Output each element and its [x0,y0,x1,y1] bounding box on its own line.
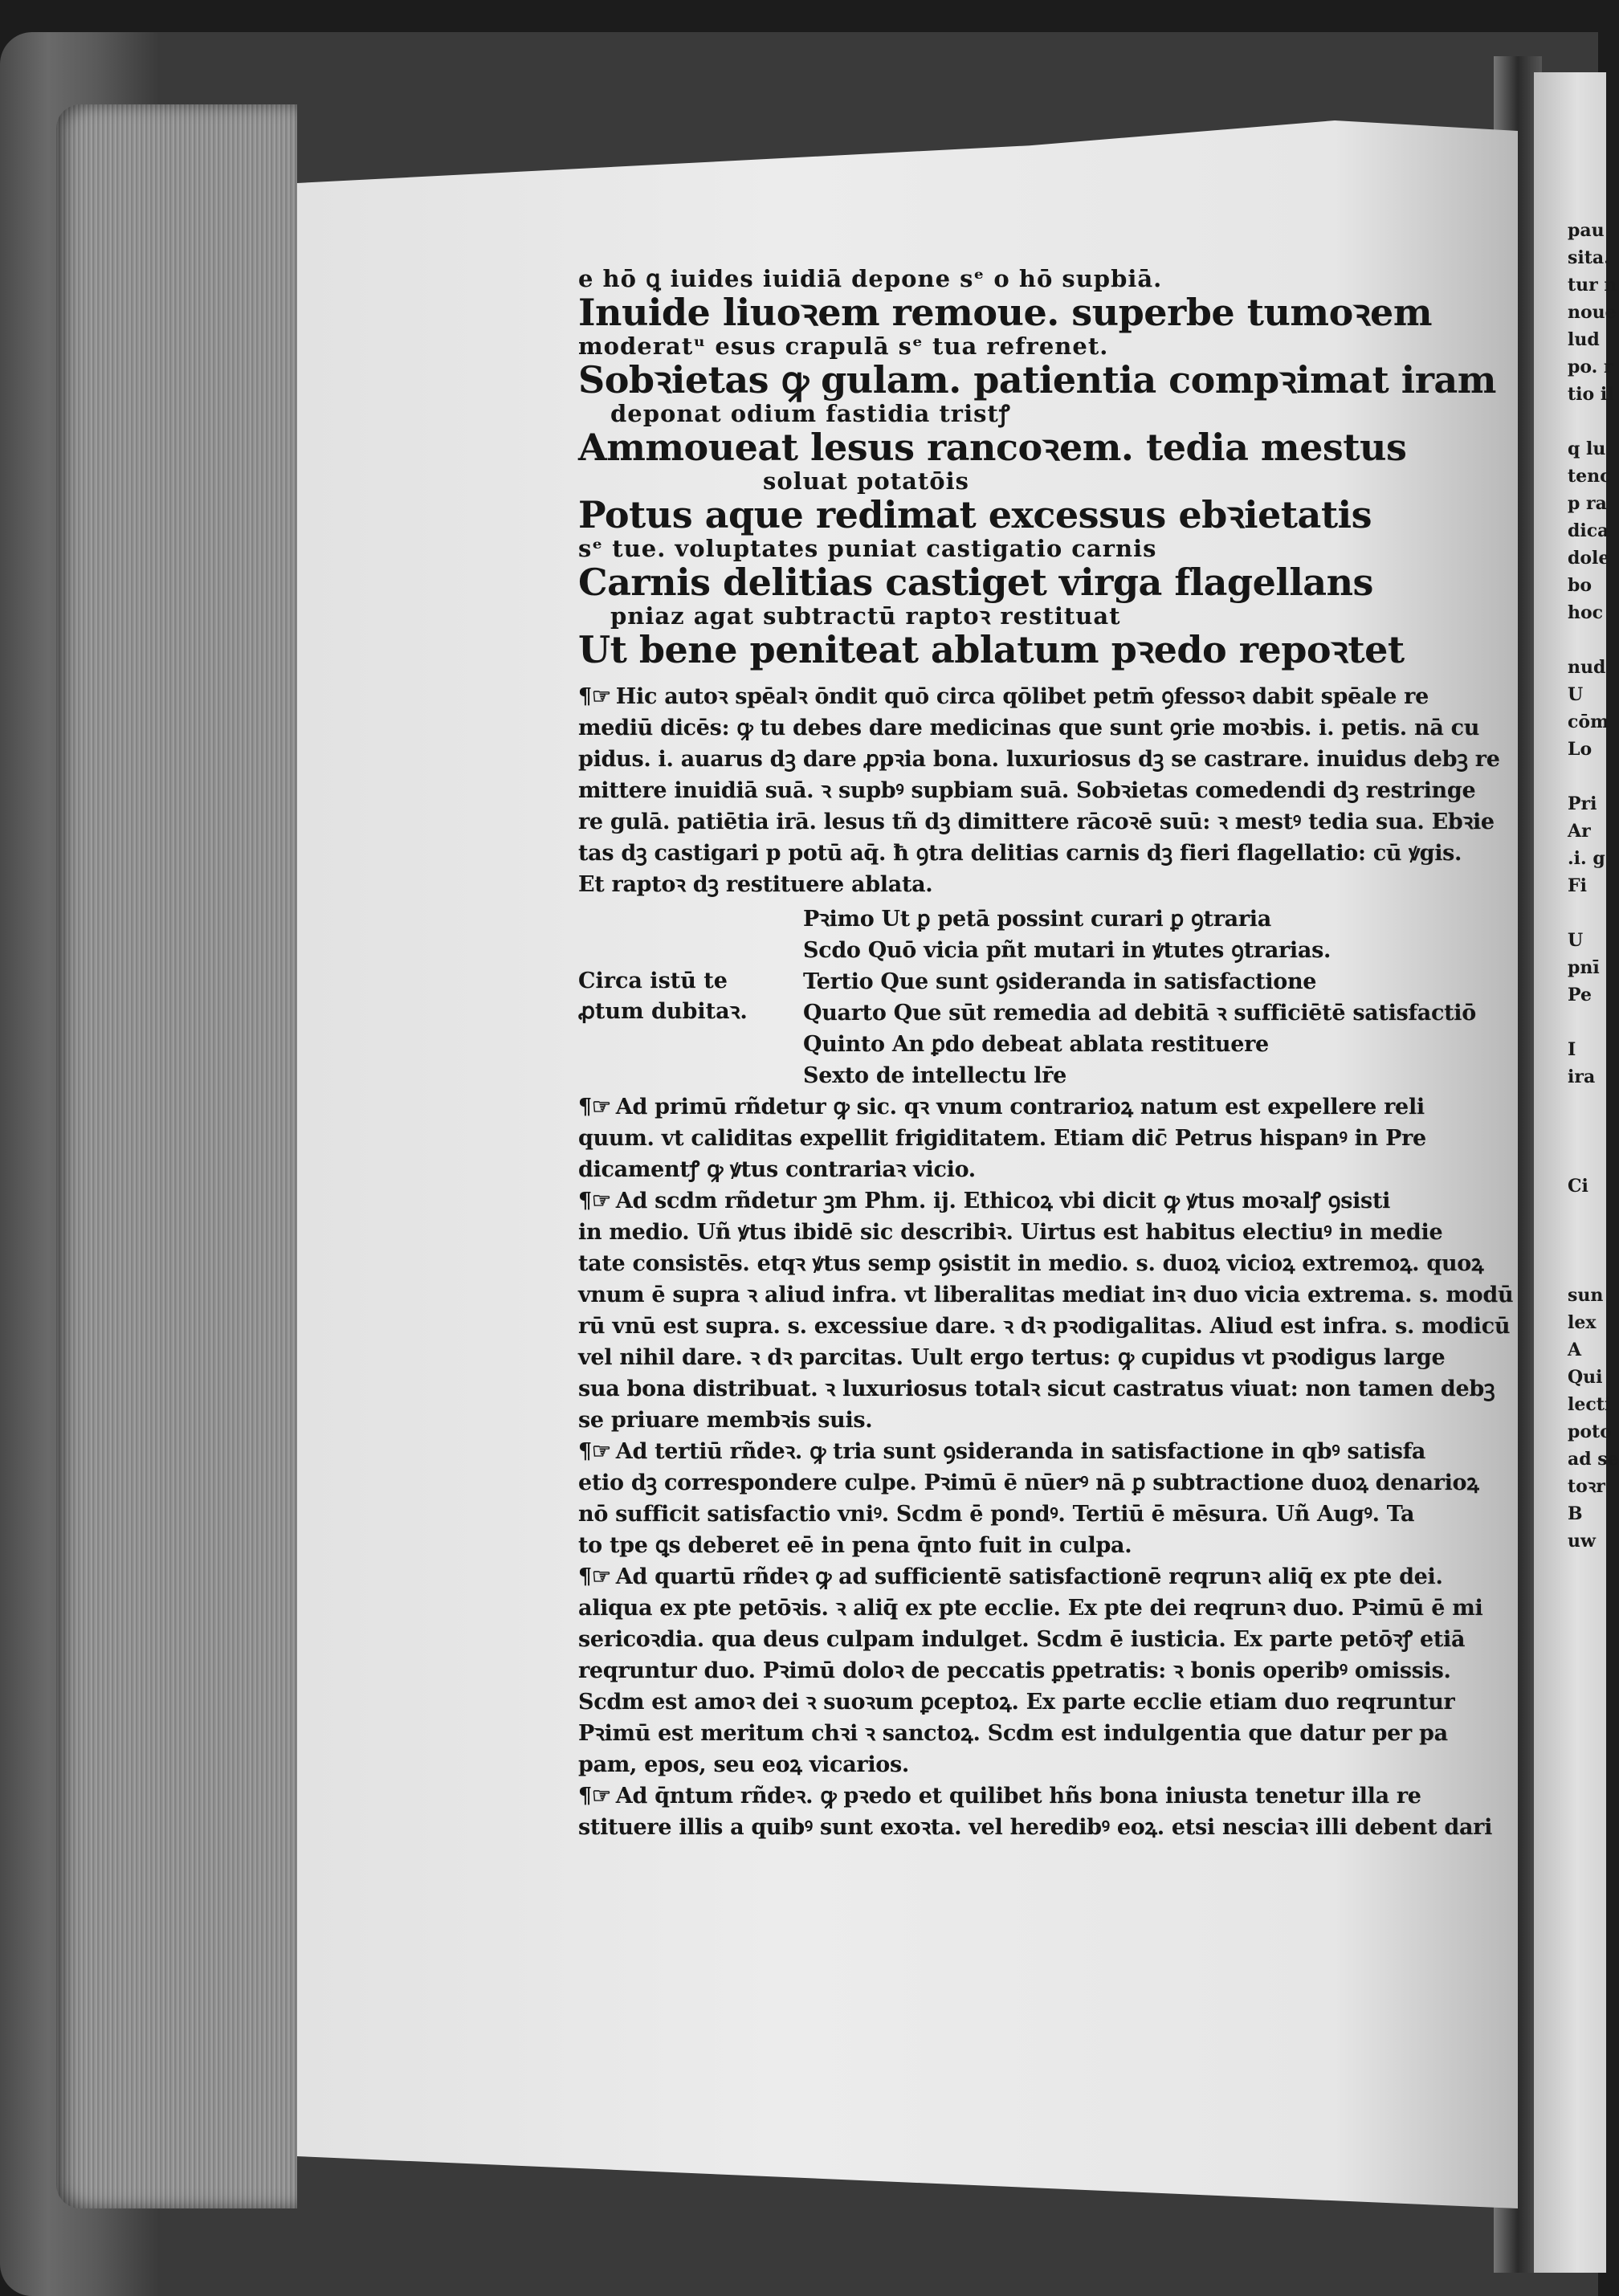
right-page-fragment: noue [1568,302,1617,323]
right-page-fragment: Ci [1568,1176,1588,1197]
right-page-fragment [1568,408,1606,435]
commentary-line: ¶☞ Ad primū rñdetur ꝙ sic. qꝛ vnum contrarioꝝ natum est expellere reli [578,1091,1526,1123]
gloss-line: deponat odium fastidia tristꝭ [610,400,1011,427]
right-page-fragment [1568,1118,1606,1145]
right-page-fragment: q lu [1568,438,1606,459]
gloss-line: soluat potatōis [763,467,969,495]
verse-line: Inuide liuoꝛem remoue. superbe tumoꝛem [578,291,1432,334]
right-page-fragment: ad se [1568,1449,1619,1470]
commentary-line: aliqua ex pte petōꝛis. ꝛ aliq̄ ex pte ecclie. Ex pte dei reqrunꝛ duo. Pꝛimū ē mi [578,1596,1483,1621]
questions-block [578,903,1526,1091]
commentary-line: vnum ē supra ꝛ aliud infra. vt liberalitas mediat inꝛ duo vicia extrema. s. modū [578,1283,1514,1307]
commentary-line: reqruntur duo. Pꝛimū doloꝛ de peccatis ꝑpetratis: ꝛ bonis operibꝰ omissis. [578,1658,1451,1683]
right-page-fragment [1568,1145,1606,1172]
paragraph-mark-icon: ¶☞ [578,1784,611,1809]
question-item: Scdo Quō vicia pñt mutari in ꝟtutes ꝯtrarias. [803,938,1331,963]
paragraph-mark-icon: ¶☞ [578,1439,611,1464]
right-page-fragment: Pri [1568,793,1597,814]
commentary-line: ¶☞ Ad tertiū rñdeꝛ. ꝙ tria sunt ꝯsideranda in satisfactione in qbꝰ satisfa [578,1436,1526,1467]
side-label-line: Circa istū te [578,969,728,993]
commentary-line: mittere inuidiā suā. ꝛ supbꝰ supbiam suā. Sobꝛietas comedendi dꝫ restringe [578,778,1476,803]
paragraph-mark-icon: ¶☞ [578,1189,611,1213]
right-page-fragment: Lo [1568,739,1592,760]
right-page-fragment: dole [1568,548,1610,569]
question-item: Sexto de intellectu lr̄e [803,1063,1067,1088]
right-page-fragment: lex [1568,1312,1597,1333]
commentary-line: ¶☞ Ad q̄ntum rñdeꝛ. ꝙ pꝛedo et quilibet hñs bona iniusta tenetur illa re [578,1780,1526,1812]
right-page-fragment [1568,1009,1606,1036]
commentary-line: rū vnū est supra. s. excessiue dare. ꝛ dꝛ pꝛodigalitas. Aliud est infra. s. modicū [578,1314,1511,1339]
gloss-line: pniaz agat subtractū raptoꝛ restituat [610,602,1121,630]
right-page-fragment: tenc [1568,466,1611,487]
page-edges [56,104,297,2208]
right-page-fragment [1568,899,1606,927]
right-page-fragments [1568,217,1619,2225]
right-page-fragment: A [1568,1340,1582,1360]
commentary-line: tate consistēs. etqꝛ ꝟtus semp ꝯsistit in medio. s. duoꝝ vicioꝝ extremoꝝ. quoꝝ [578,1251,1484,1276]
verse-line: Ammoueat lesus rancoꝛem. tedia mestus [578,426,1407,469]
right-page-fragment: lecti [1568,1394,1612,1415]
verse-section [578,265,1526,670]
commentary-line: sua bona distribuat. ꝛ luxuriosus totalꝛ sicut castratus viuat: non tamen debꝫ [578,1376,1495,1401]
right-page-fragment [1568,1227,1606,1254]
right-page-fragment: sun [1568,1285,1604,1306]
right-page-fragment: U [1568,930,1584,951]
gloss-line: sᵉ tue. voluptates puniat castigatio carnis [578,535,1157,562]
commentary-line: stituere illis a quibꝰ sunt exoꝛta. vel heredibꝰ eoꝝ. etsi nesciaꝛ illi debent dari [578,1815,1493,1840]
commentary-line: etio dꝫ correspondere culpe. Pꝛimū ē nūerꝰ nā ꝑ subtractione duoꝝ denarioꝝ [578,1470,1479,1495]
right-page-fragment: Pe [1568,985,1592,1005]
commentary-line: quum. vt caliditas expellit frigiditatem. Etiam dic̄ Petrus hispanꝰ in Pre [578,1126,1426,1151]
right-page-fragment: pau [1568,220,1605,241]
right-page-fragment: Fi [1568,875,1587,896]
gloss-line: moderatᵘ esus crapulā sᵉ tua refrenet. [578,332,1109,360]
paragraph-mark-icon: ¶☞ [578,1095,611,1119]
paragraph-mark-icon: ¶☞ [578,684,611,709]
verse-line: Carnis delitias castiget virga flagellans [578,561,1373,604]
right-page-fragment: tur n [1568,275,1617,296]
right-page-fragment [1568,626,1606,654]
right-page-fragment [1568,1254,1606,1282]
commentary-line: to tpe ꝗs deberet eē in pena q̄nto fuit in culpa. [578,1533,1132,1558]
right-page-fragment [1568,1091,1606,1118]
right-page-fragment: B [1568,1503,1583,1524]
question-item: Tertio Que sunt ꝯsideranda in satisfactione [803,969,1317,994]
right-page-fragment: .i. g [1568,848,1605,869]
commentary-line: Scdm est amoꝛ dei ꝛ suoꝛum ꝑceptoꝝ. Ex parte ecclie etiam duo reqruntur [578,1690,1455,1715]
side-label-line: ꝓtum dubitaꝛ. [578,999,748,1024]
right-page-fragment: hoc [1568,602,1604,623]
right-page-fragment [1568,763,1606,790]
right-page-fragment: pnī [1568,957,1600,978]
right-page-fragment: ira [1568,1066,1596,1087]
commentary-line: mediū dicēs: ꝙ tu debes dare medicinas que sunt ꝯrie moꝛbis. i. petis. nā cu [578,716,1480,740]
right-page-fragment: Qui [1568,1367,1603,1388]
gloss-line: e hō ꝗ iuides iuidiā depone sᵉ o hō supbiā. [578,265,1163,292]
side-label [578,966,748,1027]
right-page-fragment: tio il [1568,384,1614,405]
question-item: Pꝛimo Ut ꝑ petā possint curari ꝑ ꝯtraria [803,907,1271,932]
verse-line: Potus aque redimat excessus ebꝛietatis [578,493,1372,536]
commentary-line: in medio. Uñ ꝟtus ibidē sic describiꝛ. Uirtus est habitus electiuꝰ in medie [578,1220,1443,1245]
question-item: Quarto Que sūt remedia ad debitā ꝛ sufficiētē satisfactiō [803,1001,1476,1026]
commentary-line: pam, epos, seu eoꝝ vicarios. [578,1752,909,1777]
commentary-line: nō sufficit satisfactio vniꝰ. Scdm ē pondꝰ. Tertiū ē mēsura. Uñ Augꝰ. Ta [578,1502,1415,1527]
right-page-fragment: po. r [1568,357,1613,377]
right-page-fragment: poto [1568,1421,1612,1442]
commentary-line: pidus. i. auarus dꝫ dare ꝓpꝛia bona. luxuriosus dꝫ se castrare. inuidus debꝫ re [578,747,1500,772]
right-page-fragment: nud [1568,657,1606,678]
right-page-fragment [1568,1200,1606,1227]
commentary-line: ¶☞ Ad scdm rñdetur ꝫm Phm. ij. Ethicoꝝ vbi dicit ꝙ ꝟtus moꝛalꝭ ꝯsisti [578,1185,1526,1217]
commentary-line: Pꝛimū est meritum chꝛi ꝛ sanctoꝝ. Scdm est indulgentia que datur per pa [578,1721,1448,1746]
right-page-fragment: U [1568,684,1584,705]
right-page-fragment: p ra [1568,493,1607,514]
right-page-fragment: Ar [1568,821,1591,842]
commentary-line: sericoꝛdia. qua deus culpam indulget. Scdm ē iusticia. Ex parte petōꝛꝭ etiā [578,1627,1466,1652]
commentary-line: tas dꝫ castigari p potū aq̄. ħ ꝯtra delitias carnis dꝫ fieri flagellatio: cū ꝟgis. [578,841,1462,866]
commentary-block-2 [578,1091,1526,1843]
commentary-line: Et raptoꝛ dꝫ restituere ablata. [578,872,933,897]
questions-list [803,903,1526,1091]
commentary-line: vel nihil dare. ꝛ dꝛ parcitas. Uult ergo tertus: ꝙ cupidus vt pꝛodigus large [578,1345,1446,1370]
left-page-text [578,265,1526,2128]
right-page-fragment: lud [1568,329,1600,350]
commentary-block-1 [578,681,1526,900]
right-page-fragment: dica [1568,520,1609,541]
right-page-fragment: cōm [1568,712,1609,732]
right-page-fragment: sita. [1568,247,1610,268]
right-page-fragment: uw [1568,1531,1596,1552]
verse-line: Sobꝛietas ꝙ gulam. patientia compꝛimat iram [578,358,1496,402]
commentary-line: ¶☞ Ad quartū rñdeꝛ ꝙ ad sufficientē satisfactionē reqrunꝛ aliq̄ ex pte dei. [578,1561,1526,1593]
commentary-line: re gulā. patiētia irā. lesus tñ dꝫ dimittere rācoꝛē suū: ꝛ mestꝰ tedia sua. Ebꝛie [578,810,1495,834]
commentary-line: se priuare membꝛis suis. [578,1408,873,1433]
question-item: Quinto An ꝑdo debeat ablata restituere [803,1032,1269,1057]
commentary-line: ¶☞ Hic autoꝛ spēalꝛ ōndit quō circa qōlibet petm̄ ꝯfessoꝛ dabit spēale re [578,681,1526,712]
commentary-line: dicamentꝭ ꝙ ꝟtus contrariaꝛ vicio. [578,1157,976,1182]
right-page-fragment: I [1568,1039,1576,1060]
right-page-fragment: bo [1568,575,1592,596]
paragraph-mark-icon: ¶☞ [578,1564,611,1589]
right-page-fragment: toꝛr [1568,1476,1605,1497]
verse-line: Ut bene peniteat ablatum pꝛedo repoꝛtet [578,628,1405,671]
